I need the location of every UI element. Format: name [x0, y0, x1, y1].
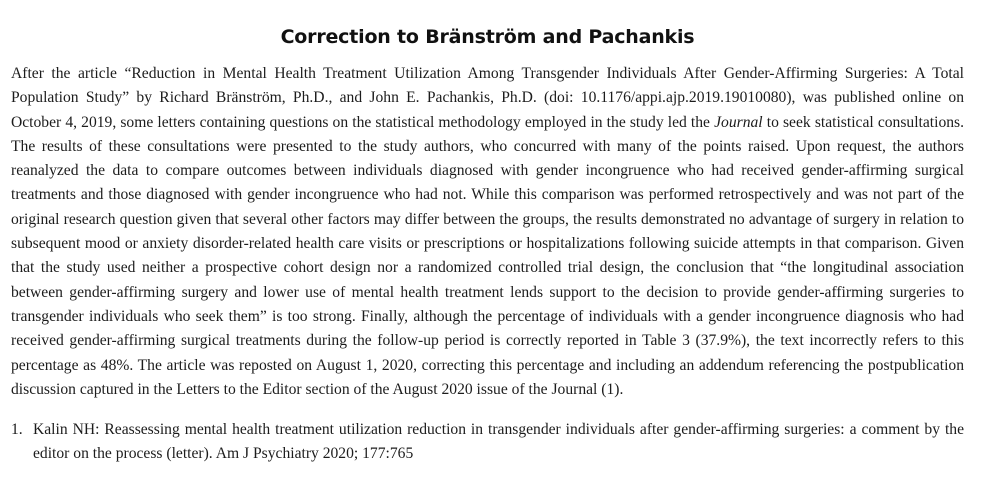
body-text-part-1: After the article “Reduction in Mental Health Treatment Utilization Among Transgender Individuals After Gender-Affirming Surgeries: A Total Population Study” by Richard Bränström, Ph.D., and John E. Pachankis, Ph.D. (doi: 10.1176/appi.ajp.2019.19010080), was published online on October 4, 2019, some letters containing questions on the statistical methodology employed in the study led the	[11, 65, 964, 131]
journal-italic: Journal	[714, 113, 763, 131]
reference-text: Kalin NH: Reassessing mental health treatment utilization reduction in transgender individuals after gender-affirming surgeries: a comment by the editor on the process (letter). Am J Psychiatry 2020; 177:765	[33, 421, 964, 463]
body-paragraph	[11, 62, 964, 402]
body-text-part-2: to seek statistical consultations. The results of these consultations were presented to the study authors, who concurred with many of the points raised. Upon request, the authors reanalyzed the data to compare outcomes between individuals diagnosed with gender incongruence who had received gender-affirming surgical treatments and those diagnosed with gender incongruence who had not. While this comparison was performed retrospectively and was not part of the original research question given that several other factors may differ between the groups, the results demonstrated no advantage of surgery in relation to subsequent mood or anxiety disorder-related health care visits or prescriptions or hospitalizations following suicide attempts in that comparison. Given that the study used neither a prospective cohort design nor a randomized controlled trial design, the conclusion that “the longitudinal association between gender-affirming surgery and lower use of mental health treatment lends support to the decision to provide gender-affirming surgeries to transgender individuals who seek them” is too strong. Finally, although the percentage of individuals with a gender incongruence diagnosis who had received gender-affirming surgical treatments during the follow-up period is correctly reported in Table 3 (37.9%), the text incorrectly refers to this percentage as 48%. The article was reposted on August 1, 2020, correcting this percentage and including an addendum referencing the postpublication discussion captured in the Letters to the Editor section of the August 2020 issue of the Journal (1).	[11, 113, 965, 398]
reference-list	[11, 418, 964, 467]
page-title: Correction to Bränström and Pachankis	[280, 26, 695, 48]
reference-number: 1.	[11, 421, 23, 439]
reference-item	[11, 418, 964, 467]
